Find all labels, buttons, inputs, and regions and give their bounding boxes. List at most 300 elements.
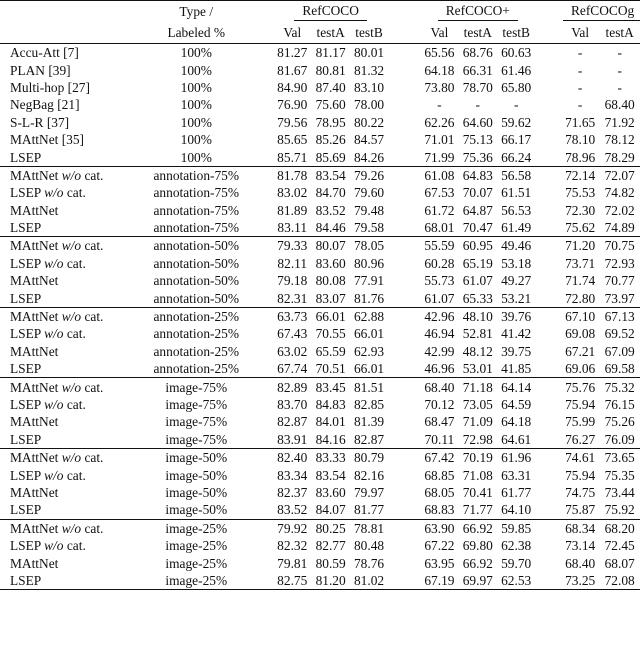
value-cell: - <box>617 62 622 78</box>
value-cell: 67.21 <box>565 343 596 359</box>
spacer <box>259 79 273 96</box>
spacer <box>259 537 273 554</box>
value-cell: 53.21 <box>501 290 532 306</box>
value-cell: 83.52 <box>315 202 346 218</box>
type-cell: annotation-50% <box>153 290 240 306</box>
value-cell: 72.98 <box>462 431 493 447</box>
value-cell: 83.52 <box>277 502 308 518</box>
value-cell: 69.97 <box>459 572 497 590</box>
value-cell: - <box>617 79 622 95</box>
value-cell: 61.77 <box>501 484 532 500</box>
value-cell: 49.27 <box>501 273 532 289</box>
spacer <box>259 343 273 360</box>
method-cell <box>0 219 133 237</box>
spacer <box>535 166 561 184</box>
spacer <box>535 184 561 201</box>
method-cell <box>0 537 133 554</box>
wo-suffix: w/o <box>44 538 64 554</box>
value-cell: 64.18 <box>501 414 532 430</box>
value-cell: - <box>475 97 481 113</box>
value-cell: 53.01 <box>462 361 493 377</box>
value-cell: 84.26 <box>353 149 385 165</box>
value-cell: 70.55 <box>315 326 346 342</box>
value-cell: 74.61 <box>561 448 599 466</box>
value-cell: 68.34 <box>561 519 599 537</box>
table-row <box>0 307 640 325</box>
value-cell: 67.22 <box>424 538 455 554</box>
table-row <box>0 343 640 360</box>
value-cell: 70.11 <box>424 431 455 447</box>
table-row <box>0 501 640 519</box>
table-row <box>0 325 640 342</box>
spacer <box>388 148 420 166</box>
value-cell: 71.20 <box>561 237 599 255</box>
method-name: MAttNet <box>10 414 59 430</box>
method-cell <box>0 289 133 307</box>
value-cell: 82.89 <box>273 378 311 396</box>
value-cell: 79.18 <box>277 273 308 289</box>
spacer <box>388 554 420 571</box>
value-cell: 72.07 <box>599 166 640 184</box>
header-row-groups <box>0 1 640 22</box>
table-row <box>0 237 640 255</box>
value-cell: 75.94 <box>565 397 596 412</box>
method-name: Multi-hop [27] <box>10 79 90 95</box>
value-cell: 78.10 <box>565 132 596 148</box>
value-cell: 75.76 <box>561 378 599 396</box>
method-cell <box>0 44 133 62</box>
method-cell <box>0 307 133 325</box>
value-cell: 80.96 <box>353 255 385 271</box>
wo-suffix: w/o <box>61 167 82 183</box>
method-cell <box>0 272 133 289</box>
spacer <box>259 431 273 449</box>
value-cell: 73.97 <box>604 290 635 306</box>
method-name: MAttNet <box>10 238 59 254</box>
spacer <box>388 484 420 501</box>
value-cell: 82.31 <box>277 290 308 306</box>
type-cell: image-50% <box>133 448 259 466</box>
value-cell: 75.26 <box>604 414 635 430</box>
method-name: MAttNet <box>10 484 59 500</box>
cat-suffix: cat. <box>84 379 104 395</box>
spacer <box>259 184 273 201</box>
value-cell: 84.83 <box>315 397 346 412</box>
value-cell: 81.32 <box>353 62 385 78</box>
value-cell: 65.56 <box>420 44 458 62</box>
value-cell: 71.09 <box>462 414 493 430</box>
spacer <box>535 378 561 396</box>
spacer <box>535 255 561 272</box>
value-cell: 83.07 <box>315 290 346 306</box>
method-name: S-L-R [37] <box>10 114 70 130</box>
spacer <box>259 448 273 466</box>
value-cell: 60.63 <box>497 44 535 62</box>
value-cell: 83.60 <box>315 255 346 271</box>
value-cell: 75.53 <box>565 185 596 201</box>
cat-suffix: cat. <box>66 397 86 412</box>
value-cell: 85.26 <box>315 132 346 148</box>
method-cell <box>0 255 133 272</box>
wo-suffix: w/o <box>61 450 82 466</box>
spacer <box>535 61 561 78</box>
value-cell: 76.15 <box>604 397 635 412</box>
spacer <box>388 61 420 78</box>
method-cell <box>0 184 133 201</box>
method-cell <box>0 484 133 501</box>
value-cell: 73.25 <box>561 572 599 590</box>
value-cell: 78.12 <box>604 132 635 148</box>
table-row <box>0 466 640 483</box>
spacer <box>535 343 561 360</box>
method-cell <box>0 448 133 466</box>
value-cell: 53.18 <box>501 255 532 271</box>
table-row <box>0 44 640 62</box>
value-cell: 83.70 <box>277 397 308 412</box>
spacer <box>259 131 273 148</box>
method-name: NegBag [21] <box>10 97 80 113</box>
value-cell: 60.95 <box>459 237 497 255</box>
value-cell: 70.12 <box>424 397 455 412</box>
value-cell: 61.08 <box>420 166 458 184</box>
value-cell: 81.02 <box>350 572 388 590</box>
value-cell: 79.56 <box>277 114 308 130</box>
spacer <box>388 448 420 466</box>
method-name: LSEP <box>10 255 41 271</box>
value-cell: 66.17 <box>501 132 532 148</box>
type-cell: annotation-75% <box>153 220 240 236</box>
type-cell: annotation-75% <box>133 166 259 184</box>
value-cell: 62.53 <box>497 572 535 590</box>
value-cell: 75.92 <box>604 502 635 518</box>
spacer <box>259 413 273 430</box>
table-row <box>0 431 640 449</box>
value-cell: 83.11 <box>277 220 308 236</box>
spacer <box>535 572 561 590</box>
table-row <box>0 413 640 430</box>
value-cell: 83.91 <box>277 431 308 447</box>
method-name: LSEP <box>10 502 42 518</box>
value-cell: 52.81 <box>462 326 493 342</box>
value-cell: 61.07 <box>424 290 455 306</box>
value-cell: 75.94 <box>565 467 596 483</box>
spacer <box>535 289 561 307</box>
type-cell: image-50% <box>165 502 228 518</box>
value-cell: - <box>561 44 599 62</box>
spacer <box>388 166 420 184</box>
subcol-header: testA <box>316 24 345 40</box>
value-cell: 80.25 <box>311 519 349 537</box>
method-name: MAttNet <box>10 273 59 289</box>
spacer <box>388 360 420 378</box>
type-cell: image-75% <box>165 431 228 447</box>
value-cell: 64.14 <box>497 378 535 396</box>
spacer <box>388 572 420 590</box>
method-cell <box>0 166 133 184</box>
cat-suffix: cat. <box>66 255 86 271</box>
value-cell: 85.71 <box>277 149 308 165</box>
value-cell: 78.81 <box>350 519 388 537</box>
method-cell <box>0 554 133 571</box>
wo-suffix: w/o <box>61 520 82 536</box>
value-cell: 67.10 <box>561 307 599 325</box>
value-cell: 71.74 <box>565 273 596 289</box>
method-cell <box>0 61 133 78</box>
type-cell: image-50% <box>165 484 228 500</box>
type-cell: annotation-25% <box>133 307 259 325</box>
value-cell: 75.36 <box>462 149 493 165</box>
value-cell: 76.09 <box>604 431 635 447</box>
value-cell: 71.08 <box>462 467 493 483</box>
subcol-header: testA <box>463 24 492 40</box>
value-cell: 76.27 <box>565 431 596 447</box>
spacer <box>535 219 561 237</box>
table-row <box>0 537 640 554</box>
value-cell: 68.01 <box>424 220 455 236</box>
value-cell: 70.75 <box>599 237 640 255</box>
value-cell: 82.85 <box>353 397 385 412</box>
cat-suffix: cat. <box>66 326 86 342</box>
spacer <box>259 307 273 325</box>
table-row <box>0 202 640 219</box>
spacer <box>388 219 420 237</box>
value-cell: 68.40 <box>604 97 635 113</box>
method-cell <box>0 202 133 219</box>
spacer <box>535 554 561 571</box>
value-cell: 42.96 <box>420 307 458 325</box>
spacer <box>388 114 420 131</box>
value-cell: 71.92 <box>604 114 635 130</box>
method-cell <box>0 431 133 449</box>
spacer <box>259 360 273 378</box>
value-cell: 80.07 <box>311 237 349 255</box>
spacer <box>388 343 420 360</box>
table-row <box>0 131 640 148</box>
spacer <box>259 484 273 501</box>
value-cell: 64.59 <box>501 397 532 412</box>
method-cell <box>0 378 133 396</box>
spacer <box>535 360 561 378</box>
table-row <box>0 96 640 113</box>
table-row <box>0 484 640 501</box>
method-name: MAttNet <box>10 379 59 395</box>
value-cell: 67.19 <box>420 572 458 590</box>
method-name: MAttNet <box>10 167 59 183</box>
spacer <box>535 148 561 166</box>
value-cell: 68.47 <box>424 414 455 430</box>
value-cell: 70.51 <box>315 361 346 377</box>
value-cell: 56.58 <box>497 166 535 184</box>
value-cell: 63.90 <box>420 519 458 537</box>
type-cell: annotation-50% <box>133 237 259 255</box>
wo-suffix: w/o <box>44 467 64 483</box>
wo-suffix: w/o <box>44 326 64 342</box>
cat-suffix: cat. <box>84 520 104 536</box>
spacer <box>535 537 561 554</box>
value-cell: 69.80 <box>462 538 493 554</box>
value-cell: 72.45 <box>604 538 635 554</box>
value-cell: 73.05 <box>462 397 493 412</box>
method-name: LSEP <box>10 361 42 377</box>
value-cell: 68.05 <box>424 484 455 500</box>
table-row <box>0 219 640 237</box>
value-cell: 68.83 <box>424 502 455 518</box>
spacer <box>535 307 561 325</box>
table-row <box>0 572 640 590</box>
method-name: LSEP <box>10 538 41 554</box>
value-cell: 80.08 <box>315 273 346 289</box>
value-cell: 72.14 <box>561 166 599 184</box>
spacer <box>535 519 561 537</box>
value-cell: 69.08 <box>565 326 596 342</box>
type-cell: 100% <box>180 132 212 148</box>
type-cell: annotation-25% <box>153 361 240 377</box>
method-cell <box>0 343 133 360</box>
value-cell: 87.40 <box>315 79 346 95</box>
value-cell: 78.70 <box>462 79 493 95</box>
wo-suffix: w/o <box>61 379 82 395</box>
value-cell: 81.89 <box>277 202 308 218</box>
spacer <box>388 289 420 307</box>
table-row <box>0 396 640 413</box>
value-cell: 72.80 <box>565 290 596 306</box>
spacer <box>535 466 561 483</box>
value-cell: 79.97 <box>353 484 385 500</box>
value-cell: 82.16 <box>353 467 385 483</box>
group-refcocoplus: RefCOCO+ <box>420 1 535 22</box>
table-row <box>0 184 640 201</box>
value-cell: 64.60 <box>462 114 493 130</box>
value-cell: 64.61 <box>501 431 532 447</box>
value-cell: 79.60 <box>353 185 385 201</box>
spacer <box>388 325 420 342</box>
spacer <box>259 378 273 396</box>
subcol-header: Val <box>283 24 302 40</box>
subcol-header: Val <box>430 24 449 40</box>
value-cell: 83.34 <box>277 467 308 483</box>
value-cell: 78.95 <box>315 114 346 130</box>
method-name: MAttNet [35] <box>10 132 85 148</box>
labeled-header: Labeled % <box>167 24 226 40</box>
value-cell: 84.46 <box>315 220 346 236</box>
spacer <box>388 44 420 62</box>
value-cell: 75.87 <box>565 502 596 518</box>
value-cell: 68.76 <box>459 44 497 62</box>
spacer <box>535 396 561 413</box>
spacer <box>388 272 420 289</box>
table-row <box>0 148 640 166</box>
value-cell: 69.58 <box>604 361 635 377</box>
value-cell: 64.87 <box>462 202 493 218</box>
type-cell: image-25% <box>165 555 228 571</box>
table-row <box>0 255 640 272</box>
method-cell <box>0 237 133 255</box>
spacer <box>259 61 273 78</box>
value-cell: 62.93 <box>353 343 385 359</box>
spacer <box>259 572 273 590</box>
table-row <box>0 61 640 78</box>
spacer <box>259 466 273 483</box>
value-cell: 69.06 <box>565 361 596 377</box>
value-cell: 82.32 <box>277 538 308 554</box>
spacer <box>535 325 561 342</box>
value-cell: 61.51 <box>501 185 532 201</box>
value-cell: 82.87 <box>353 431 385 447</box>
spacer <box>388 501 420 519</box>
type-cell: image-25% <box>165 538 228 554</box>
value-cell: 82.75 <box>273 572 311 590</box>
value-cell: 64.83 <box>459 166 497 184</box>
table-row <box>0 114 640 131</box>
table-row <box>0 166 640 184</box>
value-cell: 67.42 <box>420 448 458 466</box>
table-row <box>0 79 640 96</box>
value-cell: 70.77 <box>604 273 635 289</box>
spacer <box>388 237 420 255</box>
value-cell: 75.60 <box>315 97 346 113</box>
spacer <box>388 184 420 201</box>
header-row-subcols <box>0 21 640 44</box>
value-cell: 70.41 <box>462 484 493 500</box>
value-cell: - <box>513 97 519 113</box>
spacer <box>259 272 273 289</box>
value-cell: 73.71 <box>565 255 596 271</box>
value-cell: 71.77 <box>462 502 493 518</box>
type-cell: annotation-25% <box>153 326 240 342</box>
value-cell: 84.70 <box>315 185 346 201</box>
cat-suffix: cat. <box>84 238 104 254</box>
value-cell: 82.87 <box>277 414 308 430</box>
table-row <box>0 554 640 571</box>
value-cell: 60.28 <box>424 255 455 271</box>
value-cell: 68.40 <box>565 555 596 571</box>
table-row <box>0 360 640 378</box>
spacer <box>535 96 561 113</box>
value-cell: 39.75 <box>501 343 532 359</box>
spacer <box>259 219 273 237</box>
value-cell: 78.29 <box>604 149 635 165</box>
value-cell: 41.85 <box>501 361 532 377</box>
value-cell: 78.76 <box>353 555 385 571</box>
value-cell: 63.95 <box>424 555 455 571</box>
method-name: PLAN [39] <box>10 62 71 78</box>
subcol-header: testB <box>502 24 530 40</box>
spacer <box>388 519 420 537</box>
method-cell <box>0 466 133 483</box>
value-cell: 66.24 <box>501 149 532 165</box>
spacer <box>259 325 273 342</box>
value-cell: 84.01 <box>315 414 346 430</box>
value-cell: 76.90 <box>277 97 308 113</box>
value-cell: 41.42 <box>501 326 532 342</box>
method-cell <box>0 148 133 166</box>
spacer <box>259 237 273 255</box>
value-cell: 80.81 <box>315 62 346 78</box>
value-cell: 71.99 <box>424 149 455 165</box>
type-cell: image-75% <box>133 378 259 396</box>
spacer <box>535 431 561 449</box>
value-cell: - <box>577 62 583 78</box>
type-cell: annotation-50% <box>153 273 240 289</box>
value-cell: 48.12 <box>462 343 493 359</box>
value-cell: 59.70 <box>501 555 532 571</box>
value-cell: 81.76 <box>353 290 385 306</box>
value-cell: 71.65 <box>565 114 596 130</box>
type-cell: 100% <box>180 62 212 78</box>
method-cell <box>0 572 133 590</box>
method-cell <box>0 79 133 96</box>
value-cell: 81.78 <box>273 166 311 184</box>
